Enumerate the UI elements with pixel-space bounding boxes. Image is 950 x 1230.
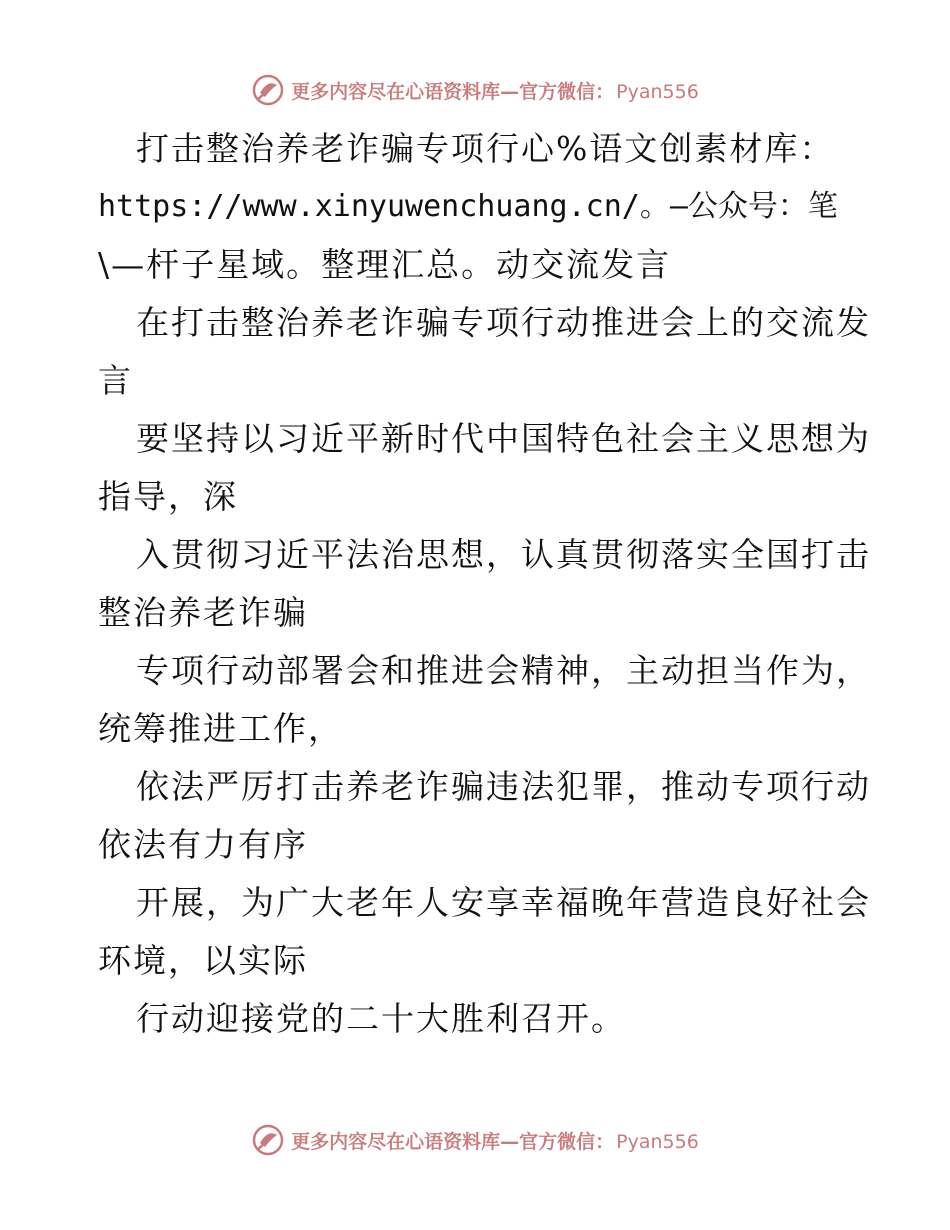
- text-line: https://www.xinyuwenchuang.cn/。—公众号：笔: [98, 189, 838, 224]
- document-title-continued: 言: [98, 361, 133, 400]
- text-line: 入贯彻习近平法治思想，认真贯彻落实全国打击: [136, 535, 871, 574]
- text-line: 统筹推进工作，: [98, 709, 343, 748]
- watermark-id: Pyan556: [616, 80, 699, 103]
- text-line: \—杆子星域。整理汇总。动交流发言: [98, 245, 672, 284]
- watermark-text: 更多内容尽在心语资料库—官方微信： Pyan556: [291, 1130, 699, 1153]
- brand-logo-icon: [251, 73, 285, 107]
- text-line: 开展，为广大老年人安享幸福晚年营造良好社会: [136, 883, 871, 922]
- text-line: 环境，以实际: [98, 941, 308, 980]
- document-title: 在打击整治养老诈骗专项行动推进会上的交流发: [136, 303, 871, 342]
- watermark-id: Pyan556: [616, 1130, 699, 1153]
- text-line: 打击整治养老诈骗专项行心%语文创素材库：: [136, 129, 835, 168]
- header-watermark: [0, 70, 950, 110]
- document-body: [98, 120, 871, 1048]
- watermark-text: 更多内容尽在心语资料库—官方微信： Pyan556: [291, 80, 699, 103]
- text-line: 专项行动部署会和推进会精神，主动担当作为，: [136, 651, 871, 690]
- brand-logo-icon: [251, 1123, 285, 1157]
- text-line: 依法严厉打击养老诈骗违法犯罪，推动专项行动: [136, 767, 871, 806]
- text-line: 整治养老诈骗: [98, 593, 308, 632]
- footer-watermark: [0, 1120, 950, 1160]
- text-line: 行动迎接党的二十大胜利召开。: [136, 999, 626, 1038]
- text-line: 依法有力有序: [98, 825, 308, 864]
- text-line: 要坚持以习近平新时代中国特色社会主义思想为: [136, 419, 871, 458]
- text-line: 指导，深: [98, 477, 238, 516]
